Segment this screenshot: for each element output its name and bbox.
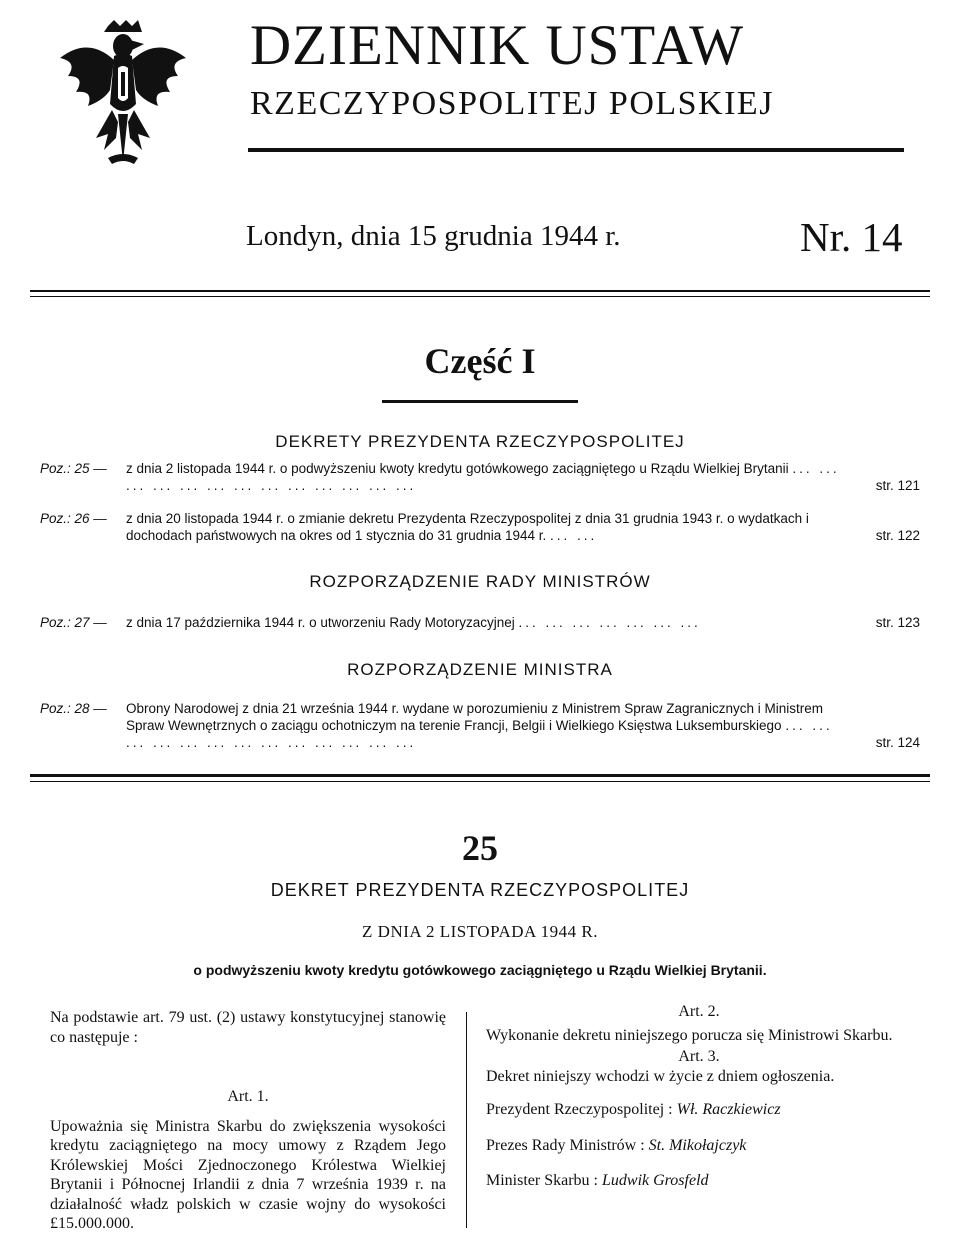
decree-number: 25 [462,828,498,868]
column-divider [466,1012,467,1228]
toc-entry [40,510,920,544]
toc-entry-page: str. 122 [875,528,920,543]
toc-entry-text: z dnia 17 października 1944 r. o utworzeniu Rady Motoryzacyjnej [126,615,515,630]
article-heading: Art. 1. [227,1088,269,1105]
article-text: Dekret niniejszy wchodzi w życie z dniem ogłoszenia. [486,1067,835,1085]
signature-role: Prezydent Rzeczypospolitej : [486,1101,673,1118]
toc-entry-pos: Poz.: 25 — [40,461,107,476]
toc-double-rule-top [30,774,930,777]
toc-section-heading: DEKRETY PREZYDENTA RZECZYPOSPOLITEJ [275,432,685,451]
toc-leaders: ... ... ... ... ... ... ... [518,615,701,630]
toc-entry-page: str. 124 [875,735,920,750]
toc-leaders: ... ... ... ... ... ... ... ... ... ... ... ... ... [126,718,833,750]
signature-role: Minister Skarbu : [486,1172,598,1189]
toc-entry-pos: Poz.: 26 — [40,511,107,526]
masthead-title: DZIENNIK USTAW [250,14,745,77]
toc-entry [40,460,920,494]
decree-left-column [50,1008,446,1234]
issue-number: Nr. 14 [800,214,903,260]
toc-entry [40,700,920,751]
masthead-subtitle: RZECZYPOSPOLITEJ POLSKIEJ [250,85,774,122]
toc-entry [40,614,920,631]
toc-leaders: ... ... ... ... ... ... ... ... ... ... ... ... ... [126,461,840,493]
part-underline [382,400,578,403]
toc-entry-text: Obrony Narodowej z dnia 21 września 1944 r. wydane w porozumieniu z Ministrem Spraw Zagranicznych i Ministrem Spraw Wewnętrznych o zaciągu ochotniczym na terenie Francji, Belgii i Wielkiego Księstwa Luksemburskiego [126,701,824,733]
signature-name: St. Mikołajczyk [648,1136,747,1154]
toc-entry-page: str. 123 [875,615,920,630]
signature-line [486,1171,912,1191]
article-heading: Art. 3. [678,1048,720,1065]
signature-line [486,1136,912,1156]
decree-subject: o podwyższeniu kwoty kredytu gotówkowego zaciągniętego u Rządu Wielkiej Brytanii. [193,962,767,978]
toc-section-heading: ROZPORZĄDZENIE MINISTRA [347,660,613,679]
toc-entry-pos: Poz.: 27 — [40,615,107,630]
decree-preamble: Na podstawie art. 79 ust. (2) ustawy konstytucyjnej stanowię co następuje : [50,1009,446,1046]
signature-name: Ludwik Grosfeld [602,1172,709,1189]
toc-section-heading: ROZPORZĄDZENIE RADY MINISTRÓW [309,572,651,591]
decree-right-column [486,1002,912,1191]
article-text: Upoważnia się Ministra Skarbu do zwiększenia wysokości kredytu zaciągniętego na mocy umowy z Rządem Jego Królewskiej Mości Zjednoczonego Królestwa Wielkiej Brytanii i Północnej Irlandii z dnia 7 września 1939 r. na działalność władz polskich w czasie wojny do wysokości £15.000.000. [50,1117,446,1232]
signature-line [486,1100,912,1120]
signature-role: Prezes Rady Ministrów : [486,1136,645,1154]
header-double-rule-bottom [30,296,930,297]
masthead-rule [248,148,904,152]
article-heading: Art. 2. [678,1003,720,1020]
article-text: Wykonanie dekretu niniejszego porucza się Ministrowi Skarbu. [486,1026,893,1044]
toc-entry-pos: Poz.: 28 — [40,701,107,716]
signature-name: Wł. Raczkiewicz [676,1101,781,1118]
toc-double-rule-bottom [30,781,930,782]
decree-title: DEKRET PREZYDENTA RZECZYPOSPOLITEJ [270,880,690,900]
toc-entry-page: str. 121 [875,478,920,493]
toc-entry-text: z dnia 20 listopada 1944 r. o zmianie dekretu Prezydenta Rzeczypospolitej z dnia 31 grudnia 1943 r. o wydatkach i dochodach państwowych na okres od 1 stycznia do 31 grudnia 1944 r. [126,511,809,543]
part-heading: Część I [424,341,536,381]
header-double-rule-top [30,290,930,292]
polish-eagle-icon [48,18,198,168]
toc-entry-text: z dnia 2 listopada 1944 r. o podwyższeniu kwoty kredytu gotówkowego zaciągniętego u Rządu Wielkiej Brytanii [126,461,789,476]
issue-place-date: Londyn, dnia 15 grudnia 1944 r. [246,220,621,252]
decree-date: Z DNIA 2 LISTOPADA 1944 R. [362,922,598,941]
toc-leaders: ... ... [550,528,598,543]
